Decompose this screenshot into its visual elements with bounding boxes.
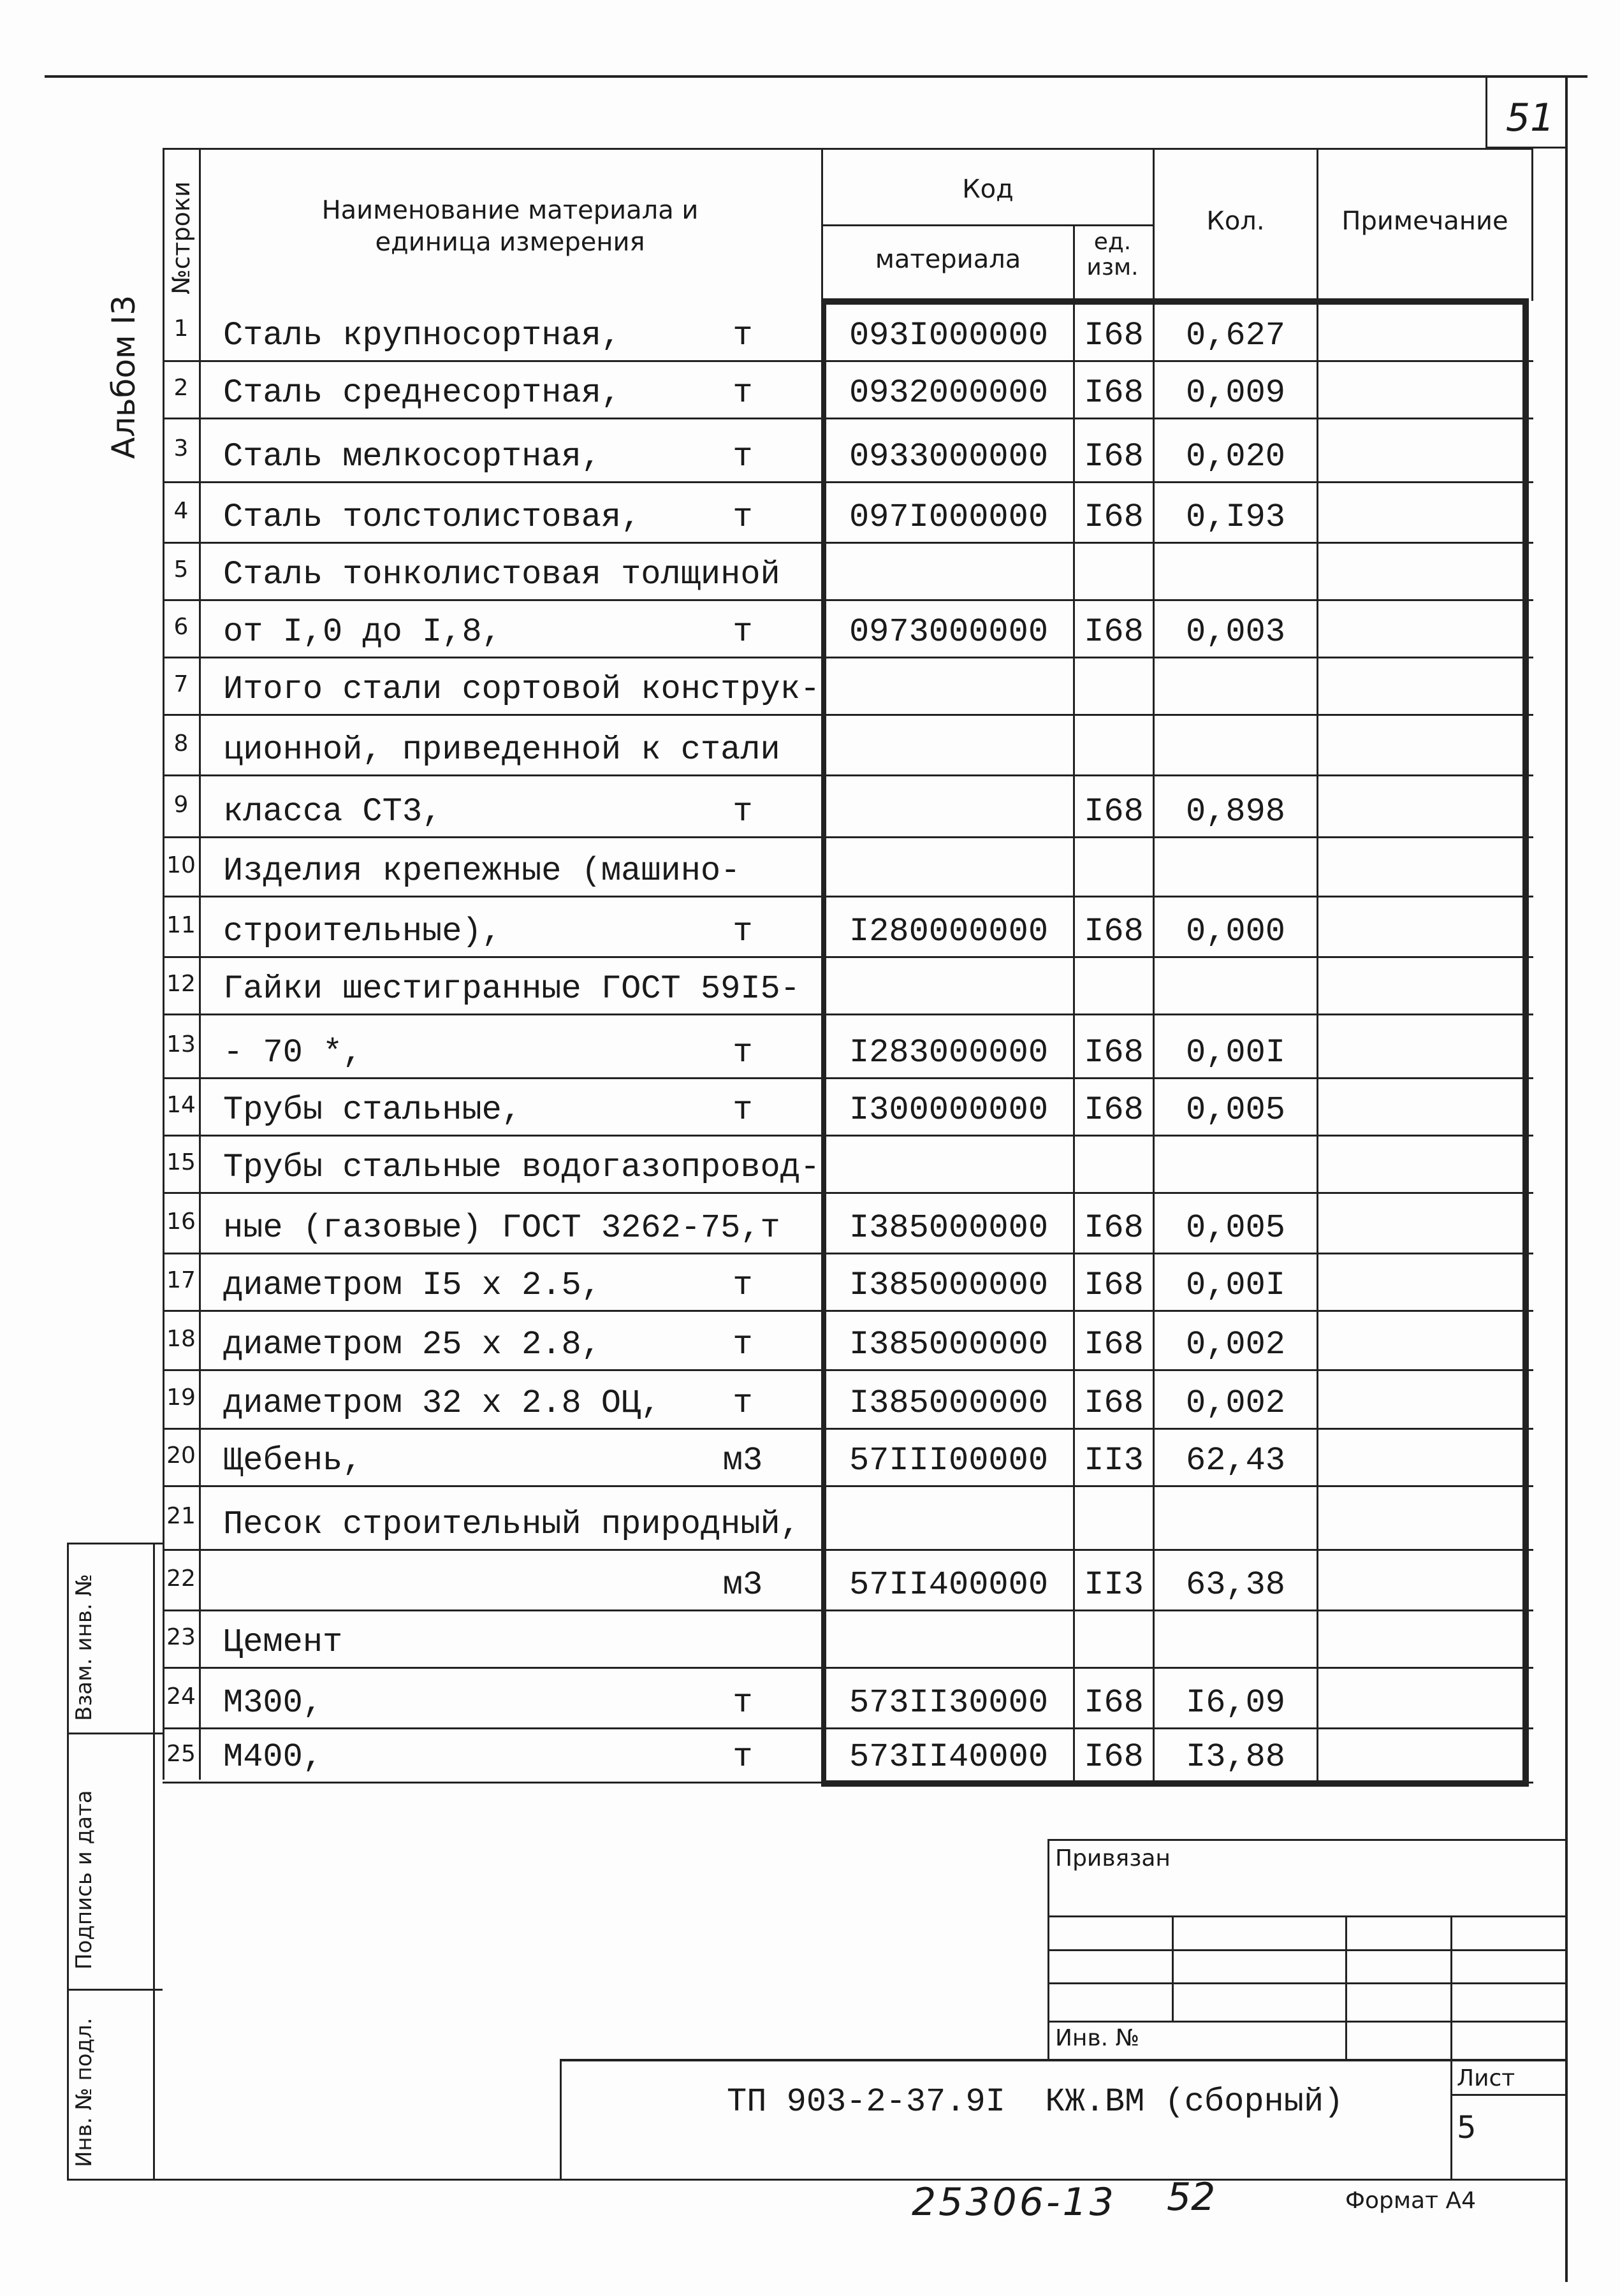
header-name: Наименование материала и единица измерения [321, 196, 699, 257]
unit-label: т [733, 793, 753, 831]
quantity: I6,09 [1185, 1684, 1286, 1722]
stamp-podpis: Подпись и дата [71, 1790, 97, 1970]
material-name: от I,0 до I,8, [223, 613, 502, 651]
material-code: 573II40000 [849, 1738, 1049, 1776]
quantity: 0,00I [1185, 1034, 1286, 1072]
row-number: 18 [166, 1325, 196, 1352]
unit-code: I68 [1084, 1034, 1144, 1072]
material-name: ционной, приведенной к стали [223, 731, 780, 769]
quantity: 0,002 [1185, 1384, 1286, 1422]
row-number: 10 [166, 852, 196, 878]
unit-code: I68 [1084, 1738, 1144, 1776]
unit-code: II3 [1084, 1442, 1144, 1479]
unit-code: I68 [1084, 1209, 1144, 1247]
right-border [1565, 76, 1568, 2282]
row-number: 6 [173, 614, 189, 640]
row-number: 17 [166, 1267, 196, 1293]
row-number: 12 [166, 971, 196, 997]
quantity: 0,003 [1185, 613, 1286, 651]
format-label: Формат А4 [1345, 2188, 1477, 2214]
row-number: 24 [166, 1683, 196, 1710]
row-number: 20 [166, 1442, 196, 1469]
material-name: Сталь толстолистовая, [223, 498, 641, 536]
unit-label: т [733, 1267, 753, 1304]
material-code: 0933000000 [849, 438, 1049, 476]
row-number: 3 [173, 435, 189, 461]
unit-code: I68 [1084, 1091, 1144, 1129]
row-number: 21 [166, 1503, 196, 1529]
material-name: Песок строительный природный, [223, 1506, 800, 1543]
unit-label: т [733, 1738, 753, 1776]
quantity: 0,627 [1185, 317, 1286, 354]
stamp-inv-podl: Инв. № подл. [71, 2017, 97, 2167]
material-code: 57II400000 [849, 1566, 1049, 1604]
material-name: Сталь крупносортная, [223, 317, 622, 354]
material-name: диаметром 32 х 2.8 ОЦ, [223, 1384, 661, 1422]
unit-label: т [733, 1091, 753, 1129]
row-number: 19 [166, 1384, 196, 1411]
row-number: 13 [166, 1031, 196, 1057]
header-code: Код [962, 175, 1014, 204]
unit-code: I68 [1084, 793, 1144, 831]
unit-code: I68 [1084, 1267, 1144, 1304]
row-number: 25 [166, 1740, 196, 1767]
document-designation: ТП 903-2-37.9I КЖ.ВМ (сборный) [727, 2083, 1344, 2121]
unit-label: т [733, 913, 753, 950]
sheet-number: 5 [1457, 2110, 1477, 2146]
row-number: 23 [166, 1624, 196, 1650]
quantity: 0,00I [1185, 1267, 1286, 1304]
material-name: Трубы стальные, [223, 1091, 522, 1129]
quantity: 0,005 [1185, 1209, 1286, 1247]
unit-label: т [733, 374, 753, 412]
unit-label: т [733, 1326, 753, 1363]
quantity: 0,009 [1185, 374, 1286, 412]
quantity: 0,002 [1185, 1326, 1286, 1363]
material-name: - 70 *, [223, 1034, 363, 1072]
unit-code: I68 [1084, 1684, 1144, 1722]
header-code-unit: ед. изм. [1086, 229, 1139, 280]
unit-label: т [733, 1384, 753, 1422]
unit-code: I68 [1084, 438, 1144, 476]
unit-code: I68 [1084, 498, 1144, 536]
header-note: Примечание [1341, 207, 1508, 236]
quantity: 62,43 [1185, 1442, 1286, 1479]
material-name: Изделия крепежные (машино- [223, 852, 741, 890]
sheet-label: Лист [1457, 2065, 1515, 2091]
unit-label: т [733, 317, 753, 354]
row-number: 9 [173, 791, 189, 818]
quantity: 0,898 [1185, 793, 1286, 831]
material-code: I280000000 [849, 913, 1049, 950]
row-number: 15 [166, 1149, 196, 1175]
material-name: Итого стали сортовой конструк- [223, 671, 821, 708]
footer-number: 25306-13 [912, 2180, 1116, 2225]
material-name: строительные), [223, 913, 502, 950]
inv-no-label: Инв. № [1055, 2025, 1140, 2051]
sheet-corner-number: 51 [1505, 96, 1555, 140]
material-name: Гайки шестигранные ГОСТ 59I5- [223, 970, 800, 1008]
row-number: 16 [166, 1208, 196, 1235]
footer-page: 52 [1167, 2175, 1216, 2220]
unit-label: т [733, 1684, 753, 1722]
material-name: Сталь мелкосортная, [223, 438, 601, 476]
header-qty: Кол. [1206, 207, 1265, 236]
material-code: I385000000 [849, 1267, 1049, 1304]
unit-label: т [733, 1034, 753, 1072]
unit-code: I68 [1084, 374, 1144, 412]
material-name: Сталь тонколистовая толщиной [223, 556, 780, 593]
album-label: Альбом I3 [105, 294, 142, 459]
material-name: М400, [223, 1738, 323, 1776]
quantity: 0,020 [1185, 438, 1286, 476]
material-code: I385000000 [849, 1384, 1049, 1422]
top-rule [45, 75, 1587, 78]
material-code: I283000000 [849, 1034, 1049, 1072]
material-code: I300000000 [849, 1091, 1049, 1129]
material-code: 093I000000 [849, 317, 1049, 354]
quantity: 63,38 [1185, 1566, 1286, 1604]
header-code-material: материала [875, 245, 1021, 274]
material-name: ные (газовые) ГОСТ 3262-75,т [223, 1209, 780, 1247]
stamp-vzam: Взам. инв. № [71, 1574, 97, 1721]
material-name: Щебень, [223, 1442, 363, 1479]
material-name: М300, [223, 1684, 323, 1722]
row-number: 8 [173, 730, 189, 757]
material-name: диаметром 25 х 2.8, [223, 1326, 601, 1363]
material-name: Цемент [223, 1624, 343, 1661]
row-number: 22 [166, 1565, 196, 1592]
unit-label: м3 [722, 1566, 763, 1604]
unit-code: I68 [1084, 1326, 1144, 1363]
material-code: I385000000 [849, 1209, 1049, 1247]
material-code: 57III00000 [849, 1442, 1049, 1479]
material-name: класса СТ3, [223, 793, 442, 831]
unit-label: м3 [722, 1442, 763, 1479]
unit-label: т [733, 438, 753, 476]
unit-code: I68 [1084, 613, 1144, 651]
unit-label: т [733, 613, 753, 651]
quantity: 0,000 [1185, 913, 1286, 950]
material-name: Сталь среднесортная, [223, 374, 622, 412]
unit-code: I68 [1084, 1384, 1144, 1422]
privyazan-label: Привязан [1055, 1845, 1171, 1871]
quantity: I3,88 [1185, 1738, 1286, 1776]
row-number: 4 [173, 497, 189, 524]
row-number: 5 [173, 556, 189, 583]
quantity: 0,005 [1185, 1091, 1286, 1129]
material-name: диаметром I5 х 2.5, [223, 1267, 601, 1304]
unit-code: II3 [1084, 1566, 1144, 1604]
material-name: Трубы стальные водогазопровод- [223, 1149, 821, 1186]
row-number: 11 [166, 912, 196, 938]
material-code: 097I000000 [849, 498, 1049, 536]
row-number: 7 [173, 671, 189, 697]
header-row-number: №строки [167, 181, 195, 294]
unit-code: I68 [1084, 913, 1144, 950]
unit-label: т [733, 498, 753, 536]
material-code: 573II30000 [849, 1684, 1049, 1722]
material-code: 0932000000 [849, 374, 1049, 412]
material-code: I385000000 [849, 1326, 1049, 1363]
row-number: 14 [166, 1092, 196, 1118]
row-number: 2 [173, 375, 189, 401]
unit-code: I68 [1084, 317, 1144, 354]
corner-box-left [1485, 75, 1487, 149]
quantity: 0,I93 [1185, 498, 1286, 536]
material-code: 0973000000 [849, 613, 1049, 651]
row-number: 1 [173, 315, 189, 342]
thick-outline [821, 298, 1529, 1787]
